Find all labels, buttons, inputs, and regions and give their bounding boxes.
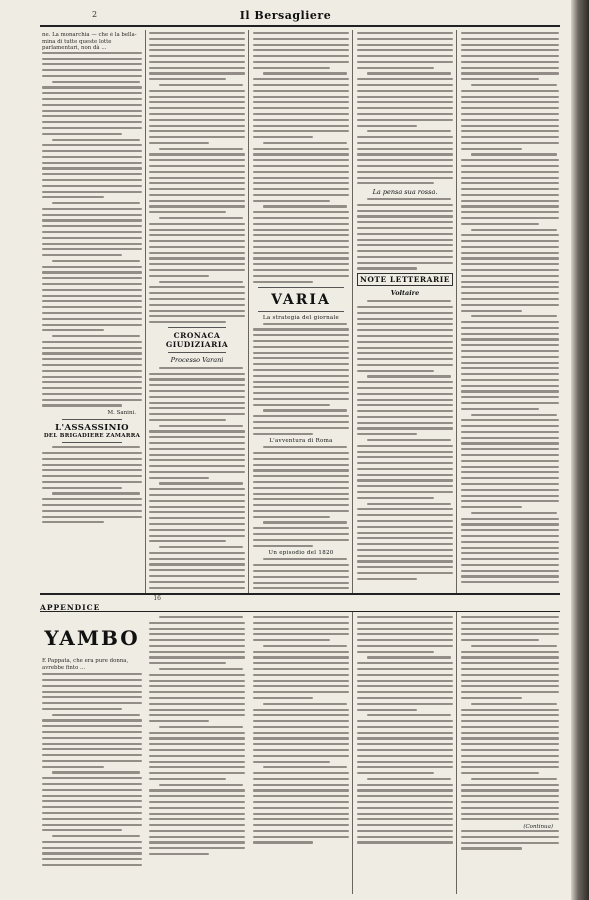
varia-subheading-1: La strategia del giornale bbox=[262, 314, 340, 321]
masthead-rule bbox=[40, 25, 560, 27]
column-divider bbox=[145, 30, 146, 595]
funerals-body bbox=[357, 198, 453, 269]
novel-body bbox=[42, 673, 142, 866]
cronaca-body bbox=[149, 367, 245, 592]
separator bbox=[258, 311, 344, 312]
novel-body bbox=[253, 616, 349, 844]
funerals-line: La pensa sua rossa. bbox=[372, 188, 438, 197]
novel-title: YAMBO bbox=[44, 626, 140, 650]
processo-subheading: Processo Varani bbox=[170, 355, 224, 364]
varia-body-3 bbox=[253, 558, 349, 592]
column-divider bbox=[352, 30, 353, 595]
column-2 bbox=[149, 32, 245, 592]
separator bbox=[168, 352, 226, 353]
lead-paragraph: ne. La monarchia — che è la bella-mina di tutte queste lotte parlamentari, non dà ... bbox=[42, 32, 137, 52]
article-continued bbox=[149, 32, 245, 323]
feuilleton-column-2 bbox=[149, 616, 245, 896]
assassinio-body bbox=[42, 446, 142, 523]
cronaca-heading: CRONACA GIUDIZIARIA bbox=[165, 330, 229, 349]
assassinio-heading: L'ASSASSINIO bbox=[55, 423, 129, 434]
column-5 bbox=[461, 32, 559, 592]
novel-body bbox=[461, 830, 559, 849]
note-body bbox=[357, 300, 453, 580]
page-number: 2 bbox=[92, 10, 98, 19]
column-4 bbox=[357, 32, 453, 592]
novel-body bbox=[149, 616, 245, 855]
feuilleton-column-5 bbox=[461, 616, 559, 896]
article-signature: M. Sanini. bbox=[107, 410, 136, 417]
separator bbox=[62, 442, 122, 443]
varia-body-1 bbox=[253, 323, 349, 435]
feuilleton-column-1 bbox=[42, 616, 142, 896]
masthead: Il Bersagliere bbox=[239, 9, 332, 22]
note-letterarie-heading: NOTE LETTERARIE bbox=[357, 273, 453, 286]
column-divider bbox=[456, 30, 457, 595]
continua-note: (Continua) bbox=[523, 824, 553, 831]
book-binding-edge bbox=[571, 0, 589, 900]
novel-body bbox=[357, 616, 453, 844]
varia-subheading-3: Un episodio del 1820 bbox=[268, 550, 334, 557]
separator bbox=[258, 287, 344, 288]
voltaire-subheading: Voltaire bbox=[390, 289, 420, 298]
feuilleton-column-4 bbox=[357, 616, 453, 896]
column-divider bbox=[456, 612, 457, 894]
assassinio-subheading: DEL BRIGADIERE ZAMARRA bbox=[43, 433, 141, 440]
appendice-label: APPENDICE bbox=[40, 603, 101, 612]
varia-subheading-2: L'avventura di Roma bbox=[269, 438, 333, 445]
article-continued bbox=[357, 32, 453, 184]
varia-heading: VARIA bbox=[271, 291, 331, 308]
column-1 bbox=[42, 32, 142, 592]
novel-lead: E Pappata, che era pure donna, avrebbe finto ... bbox=[42, 658, 129, 671]
separator bbox=[62, 419, 122, 420]
separator bbox=[168, 327, 226, 328]
feuilleton-rule bbox=[40, 611, 560, 612]
article-body bbox=[42, 52, 142, 407]
varia-body-2 bbox=[253, 446, 349, 546]
column-3 bbox=[253, 32, 349, 592]
appendice-number: 16 bbox=[153, 595, 161, 602]
novel-body bbox=[461, 616, 559, 820]
article-continued bbox=[253, 32, 349, 283]
column-divider bbox=[248, 30, 249, 595]
column-divider bbox=[352, 612, 353, 894]
feuilleton-column-3 bbox=[253, 616, 349, 896]
appendice-bar bbox=[40, 595, 165, 612]
note-continued bbox=[461, 32, 559, 583]
